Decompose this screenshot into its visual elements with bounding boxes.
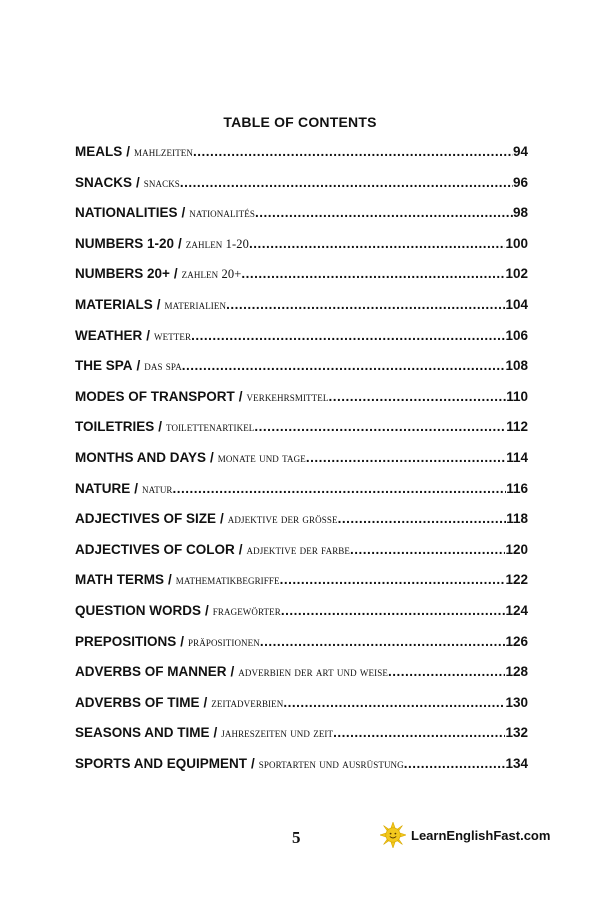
entry-english: NATIONALITIES [75, 205, 178, 221]
entry-english: MEALS [75, 144, 123, 159]
dot-leader [306, 450, 506, 465]
toc-entry [75, 634, 528, 665]
entry-german: präpositionen [188, 634, 260, 649]
table-of-contents [75, 144, 528, 786]
entry-english: ADVERBS OF MANNER [75, 664, 227, 680]
entry-german: zeitadverbien [211, 695, 284, 710]
entry-page-number: 108 [505, 358, 528, 374]
entry-separator: / [158, 419, 163, 435]
entry-separator: / [220, 511, 224, 527]
entry-german: monate und tage [217, 450, 306, 465]
dot-leader [182, 358, 506, 373]
dot-leader [191, 328, 505, 343]
toc-entry [75, 725, 528, 756]
entry-english: NATURE [75, 480, 131, 496]
entry-separator: / [238, 388, 243, 404]
entry-english: ADVERBS OF TIME [75, 694, 200, 710]
entry-page-number: 106 [505, 327, 528, 343]
entry-german: snacks [143, 175, 180, 190]
entry-page-number: 98 [512, 205, 528, 221]
entry-page-number: 118 [506, 511, 528, 527]
dot-leader [193, 144, 513, 159]
dot-leader [333, 725, 505, 740]
dot-leader [255, 205, 513, 220]
toc-entry [75, 144, 528, 175]
entry-separator: / [210, 449, 214, 465]
entry-english: MONTHS AND DAYS [75, 449, 207, 465]
entry-german: adverbien der art und weise [238, 665, 388, 680]
entry-separator: / [134, 480, 139, 496]
entry-german: das spa [144, 359, 182, 374]
toc-entry [75, 419, 528, 450]
entry-separator: / [173, 266, 178, 282]
toc-entry [75, 756, 528, 787]
toc-entry [75, 695, 528, 726]
entry-page-number: 96 [512, 174, 528, 190]
entry-english: THE SPA [75, 358, 133, 374]
entry-separator: / [251, 755, 255, 771]
entry-page-number: 102 [505, 266, 528, 282]
dot-leader [180, 175, 513, 190]
dot-leader [254, 419, 506, 434]
entry-english: NUMBERS 1-20 [75, 235, 175, 251]
dot-leader [173, 481, 507, 496]
entry-german: adjektive der farbe [246, 542, 351, 557]
smiling-sun-icon [380, 822, 406, 848]
entry-english: MATH TERMS [75, 572, 164, 588]
entry-page-number: 100 [505, 235, 528, 251]
entry-separator: / [213, 725, 218, 741]
entry-separator: / [136, 174, 140, 190]
entry-english: ADJECTIVES OF COLOR [75, 541, 235, 557]
entry-german: nationalités [189, 206, 255, 221]
entry-english: MODES OF TRANSPORT [75, 388, 235, 404]
toc-entry [75, 603, 528, 634]
entry-page-number: 110 [506, 388, 528, 404]
entry-german: adjektive der grösse [227, 512, 338, 527]
entry-english: PREPOSITIONS [75, 633, 177, 649]
toc-entry [75, 572, 528, 603]
entry-german: natur [142, 481, 173, 496]
entry-page-number: 122 [505, 572, 528, 588]
entry-german: sportarten und ausrüstung [258, 756, 404, 771]
toc-entry [75, 297, 528, 328]
entry-separator: / [146, 327, 151, 343]
entry-german: mahlzeiten [134, 145, 194, 159]
entry-german: wetter [154, 328, 192, 343]
toc-entry [75, 175, 528, 206]
entry-english: ADJECTIVES OF SIZE [75, 511, 217, 527]
entry-german: toilettenartikel [166, 420, 255, 435]
brand-name: LearnEnglishFast.com [411, 827, 551, 843]
toc-entry [75, 542, 528, 573]
entry-german: zahlen 1-20 [185, 236, 249, 251]
entry-german: mathematikbegriffe [175, 573, 280, 588]
entry-page-number: 128 [505, 664, 528, 680]
entry-page-number: 94 [512, 144, 528, 159]
toc-entry [75, 389, 528, 420]
dot-leader [283, 695, 505, 710]
entry-page-number: 104 [505, 296, 528, 312]
dot-leader [404, 756, 506, 771]
entry-german: verkehrsmittel [246, 389, 329, 404]
dot-leader [388, 664, 506, 679]
toc-entry [75, 236, 528, 267]
toc-entry [75, 481, 528, 512]
dot-leader [350, 542, 505, 557]
entry-english: MATERIALS [75, 296, 153, 312]
entry-separator: / [181, 205, 186, 221]
dot-leader [280, 572, 506, 587]
entry-separator: / [180, 633, 185, 649]
entry-german: materialien [164, 297, 227, 312]
entry-german: jahreszeiten und zeit [221, 726, 334, 741]
entry-english: SNACKS [75, 174, 133, 190]
toc-entry [75, 358, 528, 389]
dot-leader [260, 634, 506, 649]
entry-german: zahlen 20+ [181, 267, 242, 282]
entry-page-number: 116 [506, 480, 528, 496]
publisher-brand [380, 822, 550, 848]
entry-separator: / [126, 144, 131, 159]
entry-german: fragewörter [212, 603, 281, 618]
entry-separator: / [238, 541, 243, 557]
dot-leader [328, 389, 506, 404]
entry-english: SEASONS AND TIME [75, 725, 210, 741]
entry-separator: / [230, 664, 235, 680]
dot-leader [226, 297, 505, 312]
entry-page-number: 124 [505, 602, 528, 618]
entry-page-number: 114 [506, 449, 528, 465]
entry-english: TOILETRIES [75, 419, 155, 435]
entry-page-number: 132 [505, 725, 528, 741]
dot-leader [281, 603, 506, 618]
entry-separator: / [205, 602, 209, 618]
dot-leader [249, 236, 506, 251]
toc-entry [75, 511, 528, 542]
entry-page-number: 120 [505, 541, 528, 557]
entry-separator: / [156, 296, 161, 312]
toc-entry [75, 450, 528, 481]
entry-separator: / [168, 572, 172, 588]
entry-separator: / [203, 694, 208, 710]
entry-separator: / [136, 358, 141, 374]
entry-page-number: 126 [505, 633, 528, 649]
toc-entry [75, 205, 528, 236]
entry-english: SPORTS AND EQUIPMENT [75, 755, 248, 771]
dot-leader [338, 511, 507, 526]
toc-entry [75, 328, 528, 359]
entry-english: WEATHER [75, 327, 143, 343]
page-number: 5 [292, 828, 301, 847]
toc-entry [75, 266, 528, 297]
entry-page-number: 130 [505, 694, 528, 710]
entry-english: NUMBERS 20+ [75, 266, 170, 282]
entry-page-number: 112 [506, 419, 528, 435]
toc-entry [75, 664, 528, 695]
dot-leader [241, 266, 505, 281]
page-title: TABLE OF CONTENTS [223, 114, 377, 130]
entry-separator: / [178, 235, 182, 251]
entry-page-number: 134 [505, 755, 528, 771]
entry-english: QUESTION WORDS [75, 602, 202, 618]
